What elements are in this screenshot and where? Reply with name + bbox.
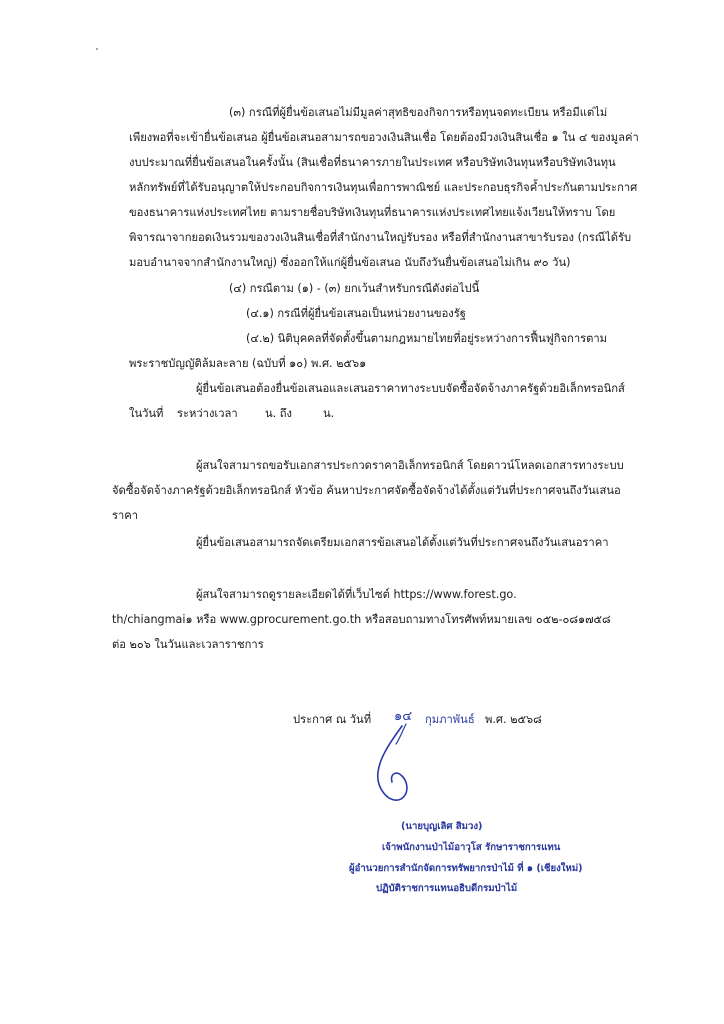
- para-4-2-line-2: พระราชบัญญัติล้มละลาย (ฉบับที่ ๑๐) พ.ศ. ๒๕๖๑: [129, 357, 367, 370]
- para-docs-line-1: ผู้สนใจสามารถขอรับเอกสารประกวดราคาอิเล็กทรอนิกส์ โดยดาวน์โหลดเอกสารทางระบบ: [196, 459, 624, 472]
- scan-speck: [96, 48, 98, 50]
- para-4: (๔) กรณีตาม (๑) - (๓) ยกเว้นสำหรับกรณีดังต่อไปนี้: [229, 282, 480, 295]
- signatory-position-2: ผู้อำนวยการสำนักจัดการทรัพยากรป่าไม้ ที่ ๑ (เชียงใหม่): [349, 863, 583, 874]
- para-4-2-line-1: (๔.๒) นิติบุคคลที่จัดตั้งขึ้นตามกฎหมายไทยที่อยู่ระหว่างการฟื้นฟูกิจการตาม: [246, 332, 608, 345]
- para-3-line-2: เพียงพอที่จะเข้ายื่นข้อเสนอ ผู้ยื่นข้อเสนอสามารถขอวงเงินสินเชื่อ โดยต้องมีวงเงินสินเชื่อ ๑ ใน ๔ ของมูลค่า: [129, 131, 639, 144]
- submit-date-label: ในวันที่: [129, 407, 164, 420]
- para-3-line-7: มอบอำนาจจากสำนักงานใหญ่) ซึ่งออกให้แก่ผู้ยื่นข้อเสนอ นับถึงวันยื่นข้อเสนอไม่เกิน ๙๐ วัน): [129, 256, 571, 269]
- announce-month: กุมภาพันธ์: [425, 713, 475, 726]
- para-contact-line-1: ผู้สนใจสามารถดูรายละเอียดได้ที่เว็บไซต์ https://www.forest.go.: [196, 588, 517, 601]
- para-3-line-5: ของธนาคารแห่งประเทศไทย ตามรายชื่อบริษัทเงินทุนที่ธนาคารแห่งประเทศไทยแจ้งเวียนให้ทราบ โดย: [129, 206, 616, 219]
- announce-date-label: ประกาศ ณ วันที่: [293, 713, 372, 726]
- para-prepare: ผู้ยื่นข้อเสนอสามารถจัดเตรียมเอกสารข้อเสนอได้ตั้งแต่วันที่ประกาศจนถึงวันเสนอราคา: [196, 536, 609, 549]
- para-submit-line-1: ผู้ยื่นข้อเสนอต้องยื่นข้อเสนอและเสนอราคาทางระบบจัดซื้อจัดจ้างภาครัฐด้วยอิเล็กทรอนิกส์: [196, 382, 625, 395]
- handwritten-signature: [362, 722, 432, 812]
- para-3-line-6: พิจารณาจากยอดเงินรวมของวงเงินสินเชื่อที่สำนักงานใหญ่รับรอง หรือที่สำนักงานสาขารับรอง (กรณีได้รับ: [129, 231, 632, 244]
- para-docs-line-2: จัดซื้อจัดจ้างภาครัฐด้วยอิเล็กทรอนิกส์ หัวข้อ ค้นหาประกาศจัดซื้อจัดจ้างได้ตั้งแต่วันที่ประกาศจนถึงวันเสนอ: [112, 484, 621, 497]
- para-contact-line-3: ต่อ ๒๐๖ ในวันและเวลาราชการ: [112, 638, 264, 651]
- signatory-position-1: เจ้าพนักงานป่าไม้อาวุโส รักษาราชการแทน: [382, 842, 561, 853]
- signatory-position-3: ปฏิบัติราชการแทนอธิบดีกรมป่าไม้: [376, 883, 518, 894]
- para-3-line-3: งบประมาณที่ยื่นข้อเสนอในครั้งนั้น (สินเชื่อที่ธนาคารภายในประเทศ หรือบริษัทเงินทุนหรือบริษัทเงินทุน: [129, 156, 616, 169]
- para-contact-line-2: th/chiangmai๑ หรือ www.gprocurement.go.th หรือสอบถามทางโทรศัพท์หมายเลข ๐๕๒-๐๘๑๗๕๘: [112, 613, 611, 626]
- para-3-line-4: หลักทรัพย์ที่ได้รับอนุญาตให้ประกอบกิจการเงินทุนเพื่อการพาณิชย์ และประกอบธุรกิจค้ำประกันตามประกาศ: [129, 181, 638, 194]
- submit-time-end-label: น.: [323, 407, 335, 420]
- para-4-1: (๔.๑) กรณีที่ผู้ยื่นข้อเสนอเป็นหน่วยงานของรัฐ: [246, 307, 466, 320]
- signatory-name: (นายบุญเลิศ สิมวง): [401, 821, 483, 832]
- submit-time-to-label: น. ถึง: [265, 407, 292, 420]
- para-docs-line-3: ราคา: [112, 509, 139, 522]
- para-3-line-1: (๓) กรณีที่ผู้ยื่นข้อเสนอไม่มีมูลค่าสุทธิของกิจการหรือทุนจดทะเบียน หรือมีแต่ไม่: [229, 106, 608, 119]
- submit-time-label: ระหว่างเวลา: [177, 407, 238, 420]
- announce-year: พ.ศ. ๒๕๖๘: [485, 713, 542, 726]
- announce-day: ๑๔: [394, 709, 413, 724]
